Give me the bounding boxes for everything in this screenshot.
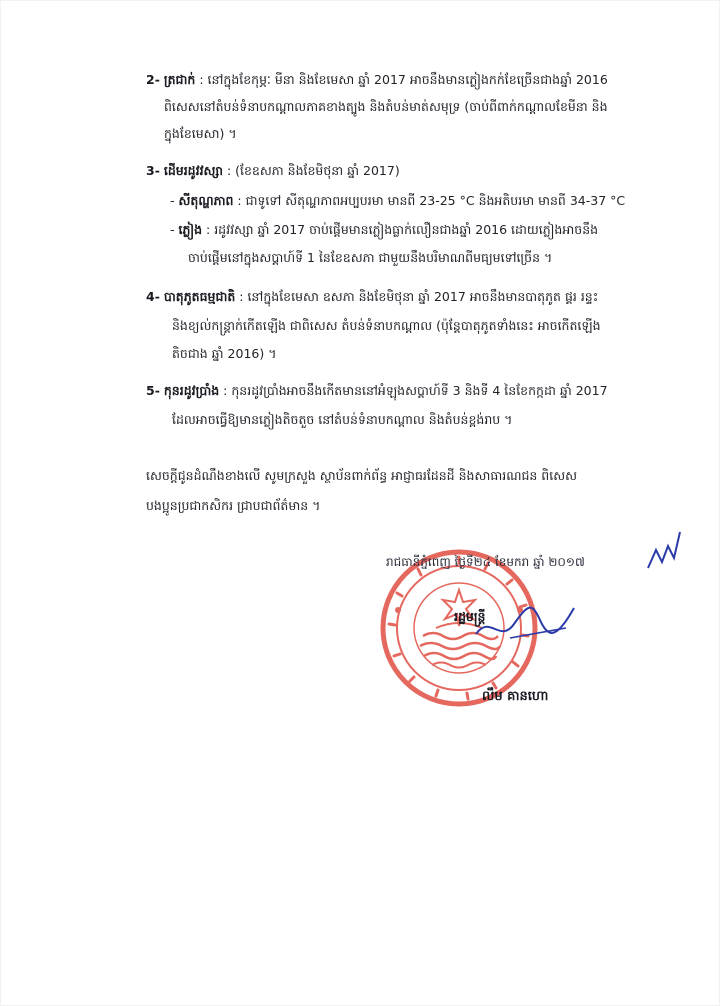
item-3-sub-2: - ភ្លៀង : រដូវវស្សា ឆ្នាំ 2017 ចាប់ផ្តើមមានភ្លៀងធ្លាក់លឿនជាងឆ្នាំ 2016 ដោយភ្លៀងអាចនឹង — [170, 222, 599, 237]
item-3-sub-1-label: សីតុណ្ហភាព — [178, 193, 234, 208]
item-2-line-1: 2- ត្រជាក់ : នៅក្នុងខែកុម្ភៈ មីនា និងខែមេសា ឆ្នាំ 2017 អាចនឹងមានភ្លៀងកក់ខែច្រើនជាងឆ្នាំ 2016 — [146, 72, 608, 87]
item-2-line-2: ពិសេសនៅតំបន់ទំនាបកណ្តាលភាគខាងត្បូង និងតំបន់មាត់សមុទ្រ (ចាប់ពីពាក់កណ្តាលខែមីនា និង — [164, 99, 608, 114]
item-5-text-1: កុនរដូវប្រាំងអាចនឹងកើតមាននៅអំឡុងសប្តាហ៍ទី 3 និងទី 4 នៃខែកក្កដា ឆ្នាំ 2017 — [231, 383, 608, 398]
item-4-line-3: តិចជាង ឆ្នាំ 2016) ។ — [172, 346, 277, 361]
item-2-heading: ត្រជាក់ — [163, 72, 196, 87]
item-4-text-1: នៅក្នុងខែមេសា ឧសភា និងខែមិថុនា ឆ្នាំ 2017 អាចនឹងមានបាតុភូត ផ្គរ រន្ទះ — [247, 289, 599, 304]
handwritten-signature — [470, 594, 580, 654]
item-2-number: 2- — [146, 72, 160, 87]
closing-line-1: សេចក្តីជូនដំណឹងខាងលើ សូមក្រសួង ស្ថាប័នពាក់ព័ន្ធ អាជ្ញាធរដែនដី និងសាធារណជន ពិសេស — [146, 468, 577, 483]
item-4-line-2: និងខ្យល់កន្ត្រាក់កើតឡើង ជាពិសេស តំបន់ទំនាបកណ្តាល (ប៉ុន្តែបាតុភូតទាំងនេះ អាចកើតឡើង — [172, 318, 601, 333]
pen-mark — [644, 528, 684, 572]
item-2-line-3: ក្នុងខែមេសា) ។ — [164, 126, 237, 141]
item-5-line-2: ដែលអាចធ្វើឱ្យមានភ្លៀងតិចតួច នៅតំបន់ទំនាបកណ្តាល និងតំបន់ខ្ពង់រាប ។ — [172, 412, 513, 427]
signatory-title: រដ្ឋមន្ត្រី — [454, 609, 486, 624]
place-date-line: រាជធានីភ្នំពេញ ថ្ងៃទី២៤ ខែមករា ឆ្នាំ ២០១៧ — [386, 555, 585, 569]
item-3-line-1: 3- ដើមរដូវវស្សា : (ខែឧសភា និងខែមិថុនា ឆ្នាំ 2017) — [146, 163, 400, 178]
item-5-line-1: 5- កុនរដូវប្រាំង : កុនរដូវប្រាំងអាចនឹងកើតមាននៅអំឡុងសប្តាហ៍ទី 3 និងទី 4 នៃខែកក្កដា ឆ្នាំ 2017 — [146, 383, 608, 398]
item-5-heading: កុនរដូវប្រាំង — [163, 383, 220, 398]
item-2-text-1: នៅក្នុងខែកុម្ភៈ មីនា និងខែមេសា ឆ្នាំ 2017 អាចនឹងមានភ្លៀងកក់ខែច្រើនជាងឆ្នាំ 2016 — [207, 72, 608, 87]
item-3-number: 3- — [146, 163, 160, 178]
signatory-name: លឹម គានហោ — [482, 689, 549, 704]
closing-line-2: បងប្អូនប្រជាកសិករ ជ្រាបជាព័ត៌មាន ។ — [146, 498, 321, 513]
item-3-heading: ដើមរដូវវស្សា — [163, 163, 223, 178]
item-5-number: 5- — [146, 383, 160, 398]
item-4-line-1: 4- បាតុភូតធម្មជាតិ : នៅក្នុងខែមេសា ឧសភា និងខែមិថុនា ឆ្នាំ 2017 អាចនឹងមានបាតុភូត ផ្គរ រន្ទះ — [146, 289, 599, 304]
item-3-sub-2-text-1: រដូវវស្សា ឆ្នាំ 2017 ចាប់ផ្តើមមានភ្លៀងធ្លាក់លឿនជាងឆ្នាំ 2016 ដោយភ្លៀងអាចនឹង — [214, 222, 599, 237]
item-3-sub-2-label: ភ្លៀង — [178, 222, 203, 237]
item-4-number: 4- — [146, 289, 160, 304]
item-3-sub-1: - សីតុណ្ហភាព : ជាទូទៅ សីតុណ្ហភាពអប្បបរមា មានពី 23-25 °C និងអតិបរមា មានពី 34-37 °C — [170, 193, 626, 208]
item-4-heading: បាតុភូតធម្មជាតិ — [163, 289, 236, 304]
item-3-sub-1-text: ជាទូទៅ សីតុណ្ហភាពអប្បបរមា មានពី 23-25 °C និងអតិបរមា មានពី 34-37 °C — [245, 193, 626, 208]
item-3-intro: (ខែឧសភា និងខែមិថុនា ឆ្នាំ 2017) — [235, 163, 400, 178]
item-3-sub-2-line-2: ចាប់ផ្តើមនៅក្នុងសប្តាហ៍ទី 1 នៃខែឧសភា ជាមួយនឹងបរិមាណពីមធ្យមទៅច្រើន ។ — [188, 250, 553, 265]
